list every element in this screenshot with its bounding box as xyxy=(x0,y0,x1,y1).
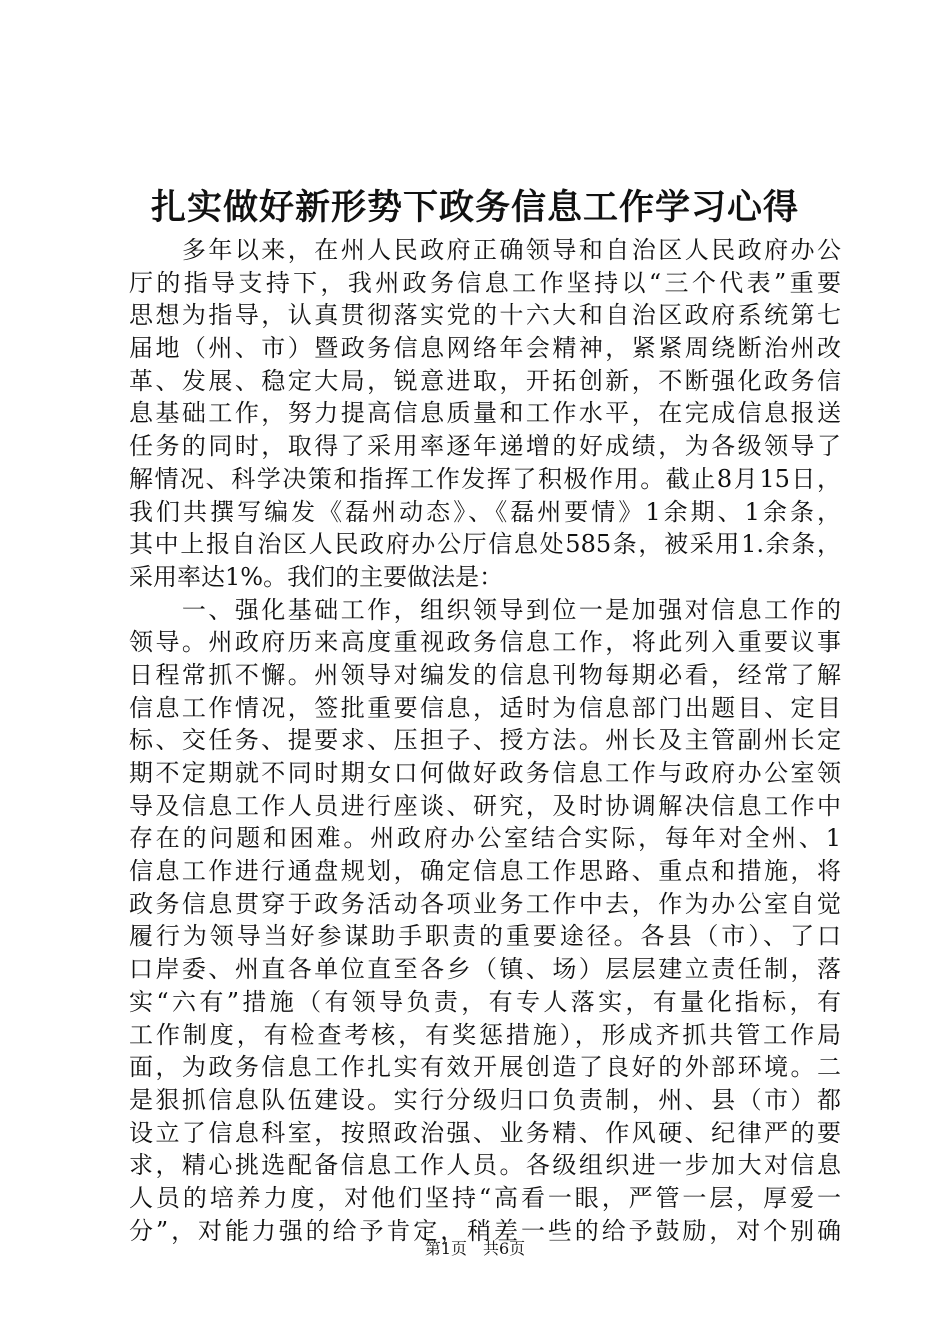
document-body xyxy=(129,234,841,1247)
body-line: 求，精心挑选配备信息工作人员。各级组织进一步加大对信息 xyxy=(129,1151,841,1180)
body-line: 我们共撰写编发《磊州动态》、《磊州要情》1余期、1余条， xyxy=(129,497,841,526)
body-line: 革、发展、稳定大局，锐意进取，开拓创新，不断强化政务信 xyxy=(129,366,841,395)
page-footer: 第1页 共6页 xyxy=(424,1239,526,1258)
body-line: 履行为领导当好参谋助手职责的重要途径。各县（市）、了口 xyxy=(129,922,841,951)
body-line: 一、强化基础工作，组织领导到位一是加强对信息工作的 xyxy=(129,595,841,624)
body-line: 实“六有”措施（有领导负责，有专人落实，有量化指标，有 xyxy=(129,987,841,1016)
body-line: 信息工作进行通盘规划，确定信息工作思路、重点和措施，将 xyxy=(129,857,841,886)
body-line: 面，为政务信息工作扎实有效开展创造了良好的外部环境。二 xyxy=(129,1053,841,1082)
body-line: 标、交任务、提要求、压担子、授方法。州长及主管副州长定 xyxy=(129,726,841,755)
body-line: 工作制度，有检查考核，有奖惩措施），形成齐抓共管工作局 xyxy=(129,1020,841,1049)
body-line: 思想为指导，认真贯彻落实党的十六大和自治区政府系统第七 xyxy=(129,301,841,330)
body-line: 解情况、科学决策和指挥工作发挥了积极作用。截止8月15日， xyxy=(129,464,841,493)
body-line: 是狠抓信息队伍建设。实行分级归口负责制，州、县（市）都 xyxy=(129,1085,841,1114)
body-line: 政务信息贯穿于政务活动各项业务工作中去，作为办公室自觉 xyxy=(129,889,841,918)
body-line: 存在的问题和困难。州政府办公室结合实际，每年对全州、1 xyxy=(129,824,841,853)
body-line: 息基础工作，努力提高信息质量和工作水平，在完成信息报送 xyxy=(129,399,841,428)
body-line: 口岸委、州直各单位直至各乡（镇、场）层层建立责任制，落 xyxy=(129,955,841,984)
body-line: 领导。州政府历来高度重视政务信息工作，将此列入重要议事 xyxy=(129,628,841,657)
body-line: 其中上报自治区人民政府办公厅信息处585条，被采用1.余条， xyxy=(129,530,841,559)
body-line: 信息工作情况，签批重要信息，适时为信息部门出题目、定目 xyxy=(129,693,841,722)
body-line: 日程常抓不懈。州领导对编发的信息刊物每期必看，经常了解 xyxy=(129,660,841,689)
body-line: 多年以来，在州人民政府正确领导和自治区人民政府办公 xyxy=(129,236,841,264)
body-line: 人员的培养力度，对他们坚持“高看一眼，严管一层，厚爱一 xyxy=(129,1183,841,1212)
body-line: 届地（州、市）暨政务信息网络年会精神，紧紧周绕断治州改 xyxy=(129,334,841,363)
body-line: 采用率达1%。我们的主要做法是： xyxy=(129,562,504,591)
body-line: 导及信息工作人员进行座谈、研究，及时协调解决信息工作中 xyxy=(129,791,841,820)
body-line: 期不定期就不同时期女口何做好政务信息工作与政府办公室领 xyxy=(129,759,841,787)
body-line: 设立了信息科室，按照政治强、业务精、作风硬、纪律严的要 xyxy=(129,1118,841,1147)
page-title: 扎实做好新形势下政务信息工作学习心得 xyxy=(150,187,799,228)
body-line: 分”，对能力强的给予肯定，稍差一些的给予鼓励，对个别确 xyxy=(129,1216,841,1245)
body-line: 厅的指导支持下，我州政务信息工作坚持以“三个代表”重要 xyxy=(129,268,841,297)
body-line: 任务的同时，取得了采用率逐年递增的好成绩，为各级领导了 xyxy=(129,432,841,461)
